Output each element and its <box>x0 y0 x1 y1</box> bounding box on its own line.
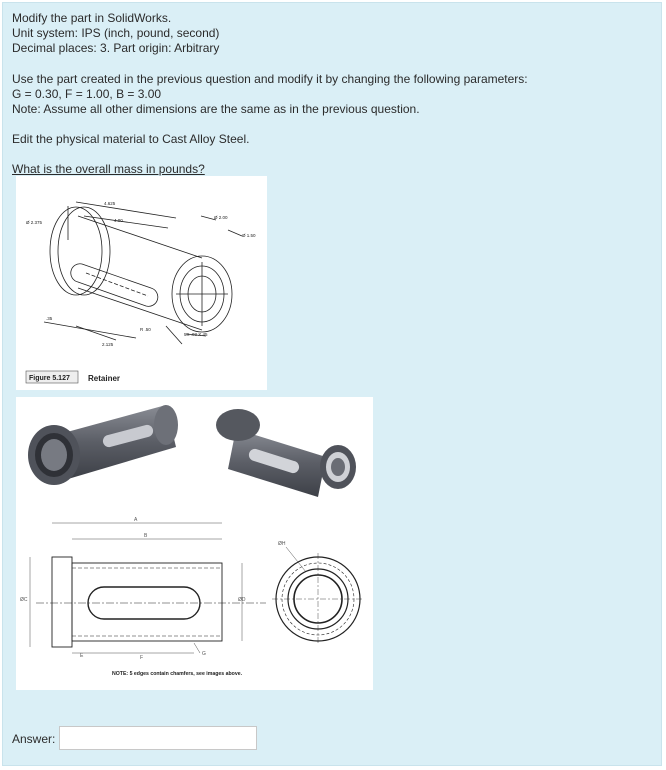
dim-2125: 2.125 <box>102 342 114 347</box>
retainer-isometric-drawing <box>16 176 267 390</box>
question-prompt: What is the overall mass in pounds? <box>12 162 205 176</box>
dim-d2375: Ø 2.375 <box>26 220 43 225</box>
figure-retainer-isometric <box>16 176 267 390</box>
label-d: ØD <box>238 597 246 603</box>
render-right-view <box>216 409 356 497</box>
question-line-7: Edit the physical material to Cast Alloy Steel. <box>12 132 250 146</box>
question-line-3: Decimal places: 3. Part origin: Arbitrary <box>12 41 220 55</box>
label-g: G <box>202 651 206 657</box>
question-line-6: Note: Assume all other dimensions are the same as in the previous question. <box>12 102 420 116</box>
figure-caption-name: Retainer <box>88 374 121 383</box>
dim-4625: 4.625 <box>104 201 116 206</box>
label-c: ØC <box>20 597 28 603</box>
dim-d150: Ø 1.50 <box>242 233 256 238</box>
figure-caption-number: Figure 5.127 <box>29 375 70 382</box>
dim-400: 4.00 <box>114 218 123 223</box>
retainer-views-drawing <box>16 397 373 690</box>
dim-r50: R .50 <box>140 327 151 332</box>
label-a: A <box>134 517 138 523</box>
question-line-1: Modify the part in SolidWorks. <box>12 11 172 25</box>
figure-retainer-views <box>16 397 373 690</box>
label-e: E <box>80 653 84 659</box>
question-line-4: Use the part created in the previous question and modify it by changing the following parameters: <box>12 72 528 86</box>
question-line-5: G = 0.30, F = 1.00, B = 3.00 <box>12 87 162 101</box>
label-b: B <box>144 533 148 539</box>
answer-label: Answer: <box>12 732 56 746</box>
dim-035: .35 <box>46 316 53 321</box>
render-left-view <box>28 405 178 485</box>
side-view <box>30 523 266 653</box>
label-f: F <box>140 655 144 661</box>
drawing-note: NOTE: 5 edges contain chamfers, see images above. <box>112 671 243 677</box>
question-line-2: Unit system: IPS (inch, pound, second) <box>12 26 220 40</box>
end-view <box>272 547 364 645</box>
dim-d200: Ø 2.00 <box>214 215 228 220</box>
dim-chamfer: 5X .03 X 45 <box>184 332 208 337</box>
label-h: ØH <box>278 541 286 547</box>
answer-input[interactable] <box>59 726 257 750</box>
